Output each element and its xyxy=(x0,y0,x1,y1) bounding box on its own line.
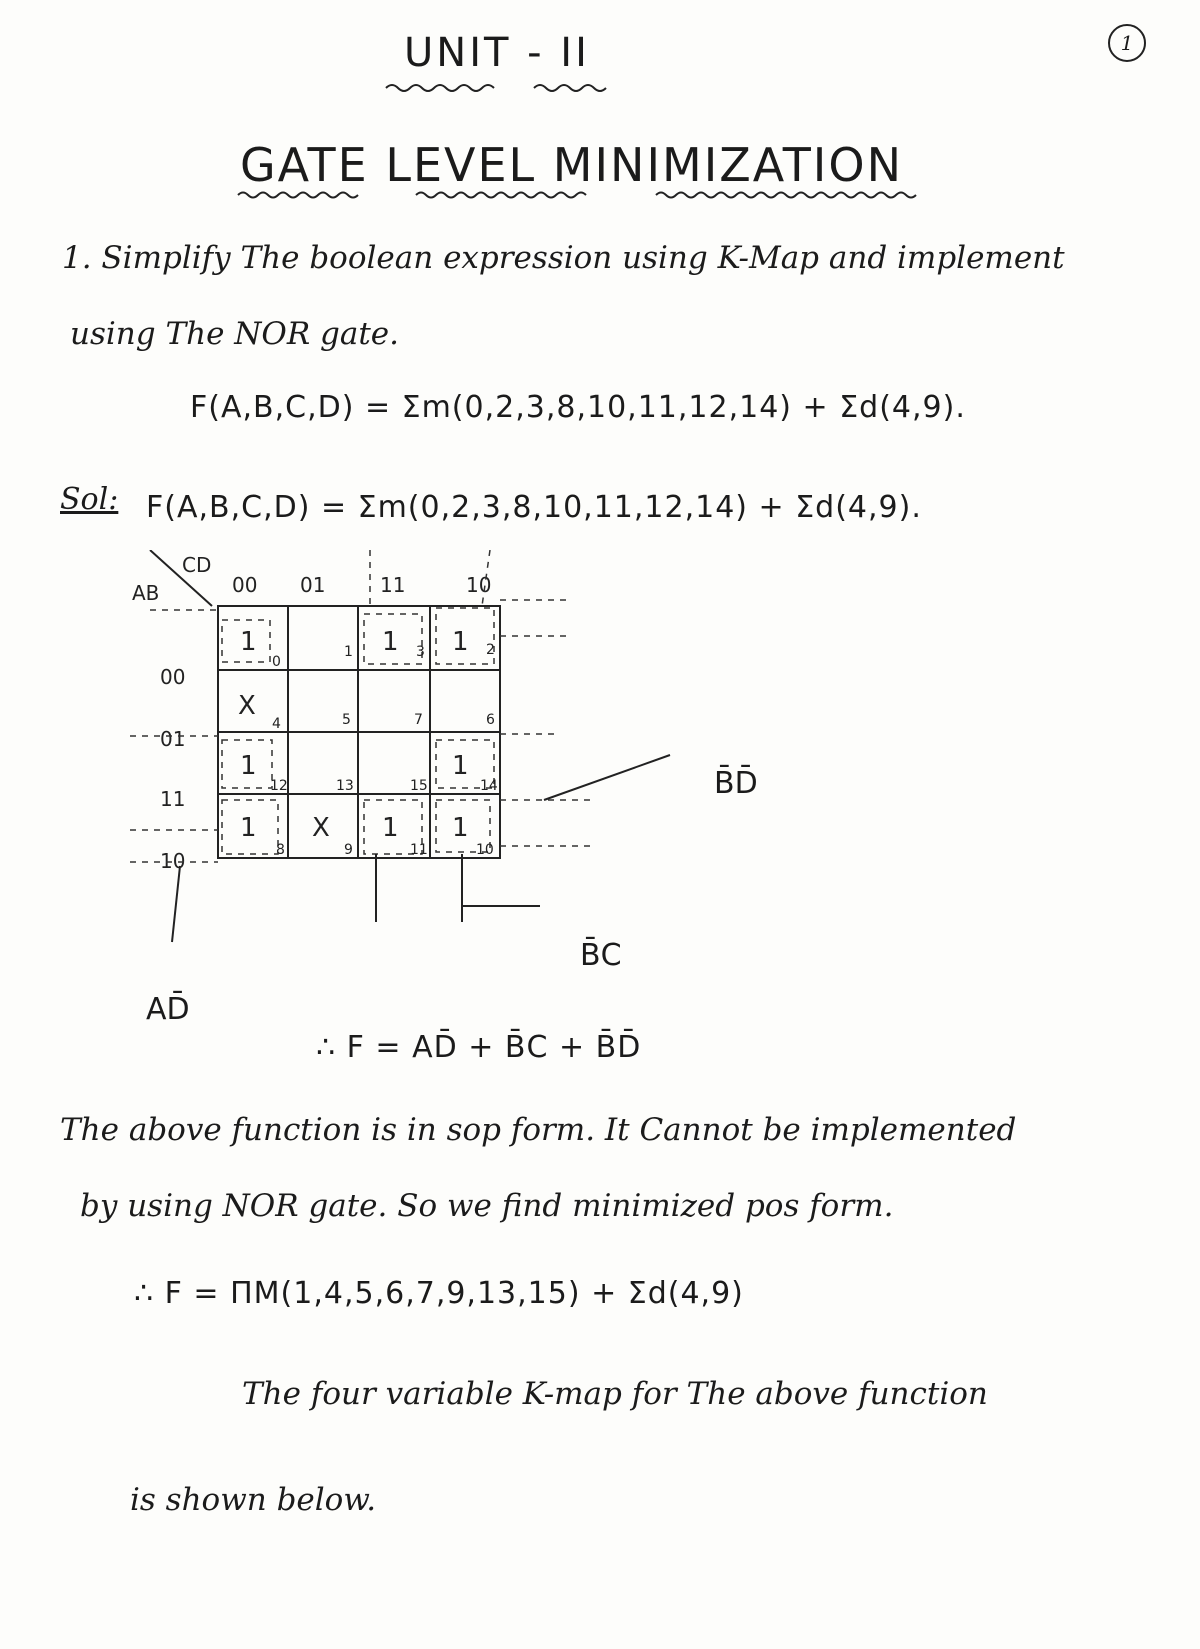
kmap-cell-value: 1 xyxy=(240,751,257,781)
kmap-row-header: 00 xyxy=(160,665,186,689)
kmap-minterm-index: 15 xyxy=(410,778,428,794)
kmap-col-var: CD xyxy=(182,553,212,577)
kmap-cell-value: 1 xyxy=(382,627,399,657)
group-label-bd: B̄D̄ xyxy=(714,766,758,801)
kmap-minterm-index: 9 xyxy=(344,842,353,858)
kmap-cell-value: 1 xyxy=(452,813,469,843)
problem-function: F(A,B,C,D) = Σm(0,2,3,8,10,11,12,14) + Σd(4,9). xyxy=(190,390,966,425)
kmap-minterm-index: 4 xyxy=(272,716,281,732)
kmap-group-guides xyxy=(130,550,590,862)
solution-label: Sol: xyxy=(60,482,119,517)
kmap-cell-value: 1 xyxy=(240,627,257,657)
kmap-col-header: 00 xyxy=(232,573,258,597)
kmap-cell-value: 1 xyxy=(240,813,257,843)
closing-line2: is shown below. xyxy=(130,1482,377,1518)
kmap-minterm-index: 6 xyxy=(486,712,495,728)
kmap-row-var: AB xyxy=(132,581,160,605)
kmap-minterm-index: 0 xyxy=(272,654,281,670)
kmap-minterm-index: 10 xyxy=(476,842,494,858)
kmap-cell-value: 1 xyxy=(382,813,399,843)
kmap xyxy=(130,550,770,990)
problem-statement-line1: 1. Simplify The boolean expression using K-Map and implement xyxy=(62,240,1065,276)
solution-function: F(A,B,C,D) = Σm(0,2,3,8,10,11,12,14) + Σd(4,9). xyxy=(146,490,922,525)
explanation-line2: by using NOR gate. So we find minimized pos form. xyxy=(80,1188,894,1224)
problem-statement-line2: using The NOR gate. xyxy=(70,316,400,352)
kmap-minterm-index: 11 xyxy=(410,842,428,858)
page-title: GATE LEVEL MINIMIZATION xyxy=(240,138,903,192)
kmap-row-header: 11 xyxy=(160,787,186,811)
kmap-cell-value: X xyxy=(312,813,330,843)
kmap-col-header: 11 xyxy=(380,573,406,597)
unit-underline xyxy=(384,78,624,96)
kmap-minterm-index: 14 xyxy=(480,778,498,794)
kmap-minterm-index: 5 xyxy=(342,712,351,728)
kmap-col-header: 01 xyxy=(300,573,326,597)
group-label-ad: AD̄ xyxy=(146,992,190,1027)
pos-form: ∴ F = ΠM(1,4,5,6,7,9,13,15) + Σd(4,9) xyxy=(134,1276,744,1311)
kmap-cell-value: 1 xyxy=(452,627,469,657)
kmap-col-header: 10 xyxy=(466,573,492,597)
kmap-minterm-index: 8 xyxy=(276,842,285,858)
kmap-cell-value: 1 xyxy=(452,751,469,781)
kmap-cell-value: X xyxy=(238,691,256,721)
page-number: 1 xyxy=(1108,24,1146,62)
group-label-bc: B̄C xyxy=(580,938,622,973)
sop-result: ∴ F = AD̄ + B̄C + B̄D̄ xyxy=(316,1030,642,1065)
title-underline xyxy=(236,188,936,202)
kmap-minterm-index: 1 xyxy=(344,644,353,660)
kmap-minterm-index: 2 xyxy=(486,642,495,658)
kmap-minterm-index: 7 xyxy=(414,712,423,728)
explanation-line1: The above function is in sop form. It Cannot be implemented xyxy=(60,1112,1017,1148)
unit-heading: UNIT - II xyxy=(404,30,590,76)
kmap-minterm-index: 13 xyxy=(336,778,354,794)
closing-line1: The four variable K-map for The above function xyxy=(242,1376,988,1412)
kmap-minterm-index: 12 xyxy=(270,778,288,794)
kmap-row-header: 01 xyxy=(160,727,186,751)
kmap-minterm-index: 3 xyxy=(416,644,425,660)
kmap-row-header: 10 xyxy=(160,849,186,873)
